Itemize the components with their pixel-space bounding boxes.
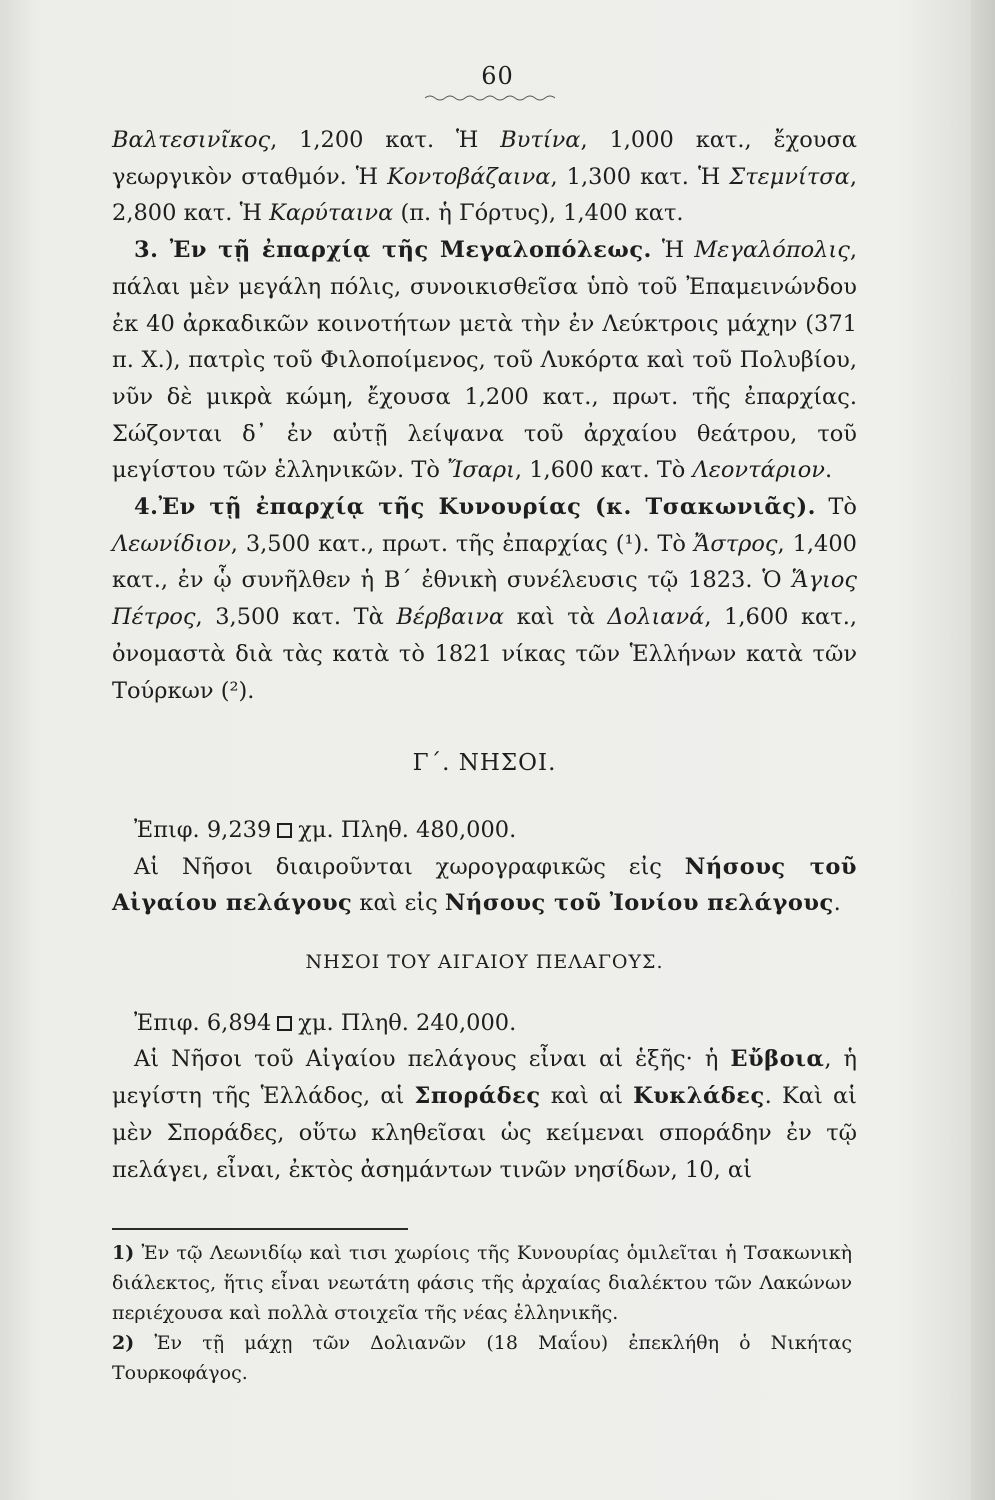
footnote-2 (112, 1328, 852, 1388)
text-run: , ἡ μεγίστη τῆς Ἑλλάδος, αἱ (112, 1046, 857, 1110)
paragraph-intro (112, 122, 857, 232)
place-name: Λεοντάριον (692, 457, 825, 484)
place-name: Δολιανά (607, 604, 705, 631)
section-title: Ἐν τῇ ἐπαρχίᾳ τῆς Κυνουρίας (κ. Τσακωνιᾶς). (158, 494, 816, 521)
section-heading-aegean: ΝΗΣΟΙ ΤΟΥ ΑΙΓΑΙΟΥ ΠΕΛΑΓΟΥΣ. (305, 951, 664, 974)
place-name: Λεωνίδιον (112, 530, 231, 557)
place-name: Βυτίνα (500, 127, 581, 153)
text-run: , 2,800 κατ. Ἡ (112, 163, 857, 227)
text-run: Τὸ (815, 494, 857, 521)
ornament-divider (425, 94, 555, 102)
text-run: καὶ τὰ (504, 604, 608, 631)
section-heading-islands: Γ΄. ΝΗΣΟΙ. (412, 750, 557, 777)
place-name: Κοντοβάζαινα (387, 163, 551, 190)
footnote-number: 1) (112, 1242, 135, 1264)
text-run: , 3,500 κατ. Τὰ (195, 604, 397, 631)
section-title: Ἐν τῇ ἐπαρχίᾳ τῆς Μεγαλοπόλεως. (158, 237, 652, 264)
text-run: Ἡ (651, 237, 695, 264)
text-run: Αἱ Νῆσοι τοῦ Αἰγαίου πελάγους εἶναι αἱ ἑξῆς· ἡ (134, 1046, 731, 1073)
population-value: χμ. Πληθ. 240,000. (298, 1009, 517, 1036)
footnotes (112, 1238, 852, 1388)
text-run: , 1,200 κατ. Ἡ (270, 127, 501, 153)
aegean-stats (112, 1005, 857, 1042)
bold-term: Εὔβοια (730, 1046, 825, 1073)
paragraph-megalopolis (112, 232, 857, 489)
population-value: χμ. Πληθ. 480,000. (298, 816, 517, 843)
place-name: Ἅγιος Πέτρος (112, 567, 857, 631)
bold-term: Κυκλάδες (633, 1083, 765, 1110)
place-name: Βαλτεσινῖκος (112, 127, 271, 153)
text-run: , πάλαι μὲν μεγάλη πόλις, συνοικισθεῖσα ὑπὸ τοῦ Ἐπαμεινώνδου ἐκ 40 ἀρκαδικῶν κοινοτήτων μετὰ τὴν ἐν Λεύκτροις μάχην (371 π. Χ.), πατρὶς τοῦ Φιλοποίμενος, τοῦ Λυκόρτα καὶ τοῦ Πολυβίου, νῦν δὲ μικρὰ κώμη, ἔχουσα 1,200 κατ., πρωτ. τῆς ἐπαρχίας. Σώζονται δ᾽ ἐν αὐτῇ λείψανα τοῦ ἀρχαίου θεάτρου, τοῦ μεγίστου τῶν ἑλληνικῶν. Τὸ (112, 237, 857, 484)
text-run: καὶ εἰς (352, 890, 445, 917)
footnote-number: 2) (112, 1332, 135, 1354)
page-edge (971, 0, 995, 1500)
text-run: . Καὶ αἱ μὲν Σποράδες, οὕτω κληθεῖσαι ὡς κείμεναι σποράδην ἐν τῷ πελάγει, εἶναι, ἐκτὸς ἀσημάντων τινῶν νησίδων, 10, αἱ (112, 1083, 857, 1183)
text-run: , 1,000 κατ., ἔχουσα γεωργικὸν σταθμόν. Ἡ (112, 127, 858, 190)
text-run: καὶ αἱ (540, 1083, 634, 1110)
bold-term: Σποράδες (414, 1083, 541, 1110)
footnote-1 (112, 1238, 852, 1328)
text-run: . (824, 457, 833, 484)
place-name: Καρύταινα (269, 200, 394, 227)
paragraph-kynouria (112, 489, 857, 709)
text-run: (π. ἡ Γόρτυς), 1,400 κατ. (393, 200, 684, 227)
paragraph-islands (112, 849, 857, 922)
place-name: Ἄστρος (693, 530, 778, 557)
area-value: Ἐπιφ. 6,894 (134, 1009, 272, 1036)
main-text (112, 122, 857, 1188)
section-number: 3. (134, 237, 159, 264)
footnote-divider (112, 1228, 408, 1230)
text-run: . (833, 890, 841, 917)
page-number: 60 (481, 62, 514, 90)
text-run: , 1,300 κατ. Ἡ (550, 163, 730, 190)
section-number: 4. (134, 494, 159, 521)
text-run: , 3,500 κατ., πρωτ. τῆς ἐπαρχίας (¹). Τὸ (230, 530, 694, 557)
square-icon (277, 1016, 292, 1031)
islands-stats (112, 812, 857, 849)
footnote-text: Ἐν τῇ μάχῃ τῶν Δολιανῶν (18 Μαΐου) ἐπεκλήθη ὁ Νικήτας Τουρκοφάγος. (112, 1332, 852, 1384)
area-value: Ἐπιφ. 9,239 (134, 816, 272, 843)
bold-term: Νήσους τοῦ Ἰονίου πελάγους (444, 890, 834, 917)
paragraph-aegean (112, 1041, 857, 1188)
square-icon (277, 823, 292, 838)
place-name: Ἴσαρι (447, 457, 515, 484)
place-name: Στεμνίτσα (729, 163, 850, 190)
place-name: Μεγαλόπολις (694, 237, 850, 264)
bold-term: Νήσους τοῦ Αἰγαίου πελάγους (112, 853, 857, 917)
place-name: Βέρβαινα (396, 604, 505, 631)
text-run: , 1,400 κατ., ἐν ᾧ συνῆλθεν ἡ Β´ ἐθνικὴ συνέλευσις τῷ 1823. Ὁ (112, 530, 857, 594)
text-run: , 1,600 κατ., ὀνομαστὰ διὰ τὰς κατὰ τὸ 1821 νίκας τῶν Ἑλλήνων κατὰ τῶν Τούρκων (²). (112, 604, 857, 704)
footnote-text: Ἐν τῷ Λεωνιδίῳ καὶ τισι χωρίοις τῆς Κυνουρίας ὁμιλεῖται ἡ Τσακωνικὴ διάλεκτος, ἥτις εἶναι νεωτάτη φάσις τῆς ἀρχαίας διαλέκτου τῶν Λακώνων περιέχουσα καὶ πολλὰ στοιχεῖα τῆς νέας ἑλληνικῆς. (112, 1242, 852, 1324)
text-run: , 1,600 κατ. Τὸ (514, 457, 693, 484)
text-run: Αἱ Νῆσοι διαιροῦνται χωρογραφικῶς εἰς (134, 853, 685, 880)
